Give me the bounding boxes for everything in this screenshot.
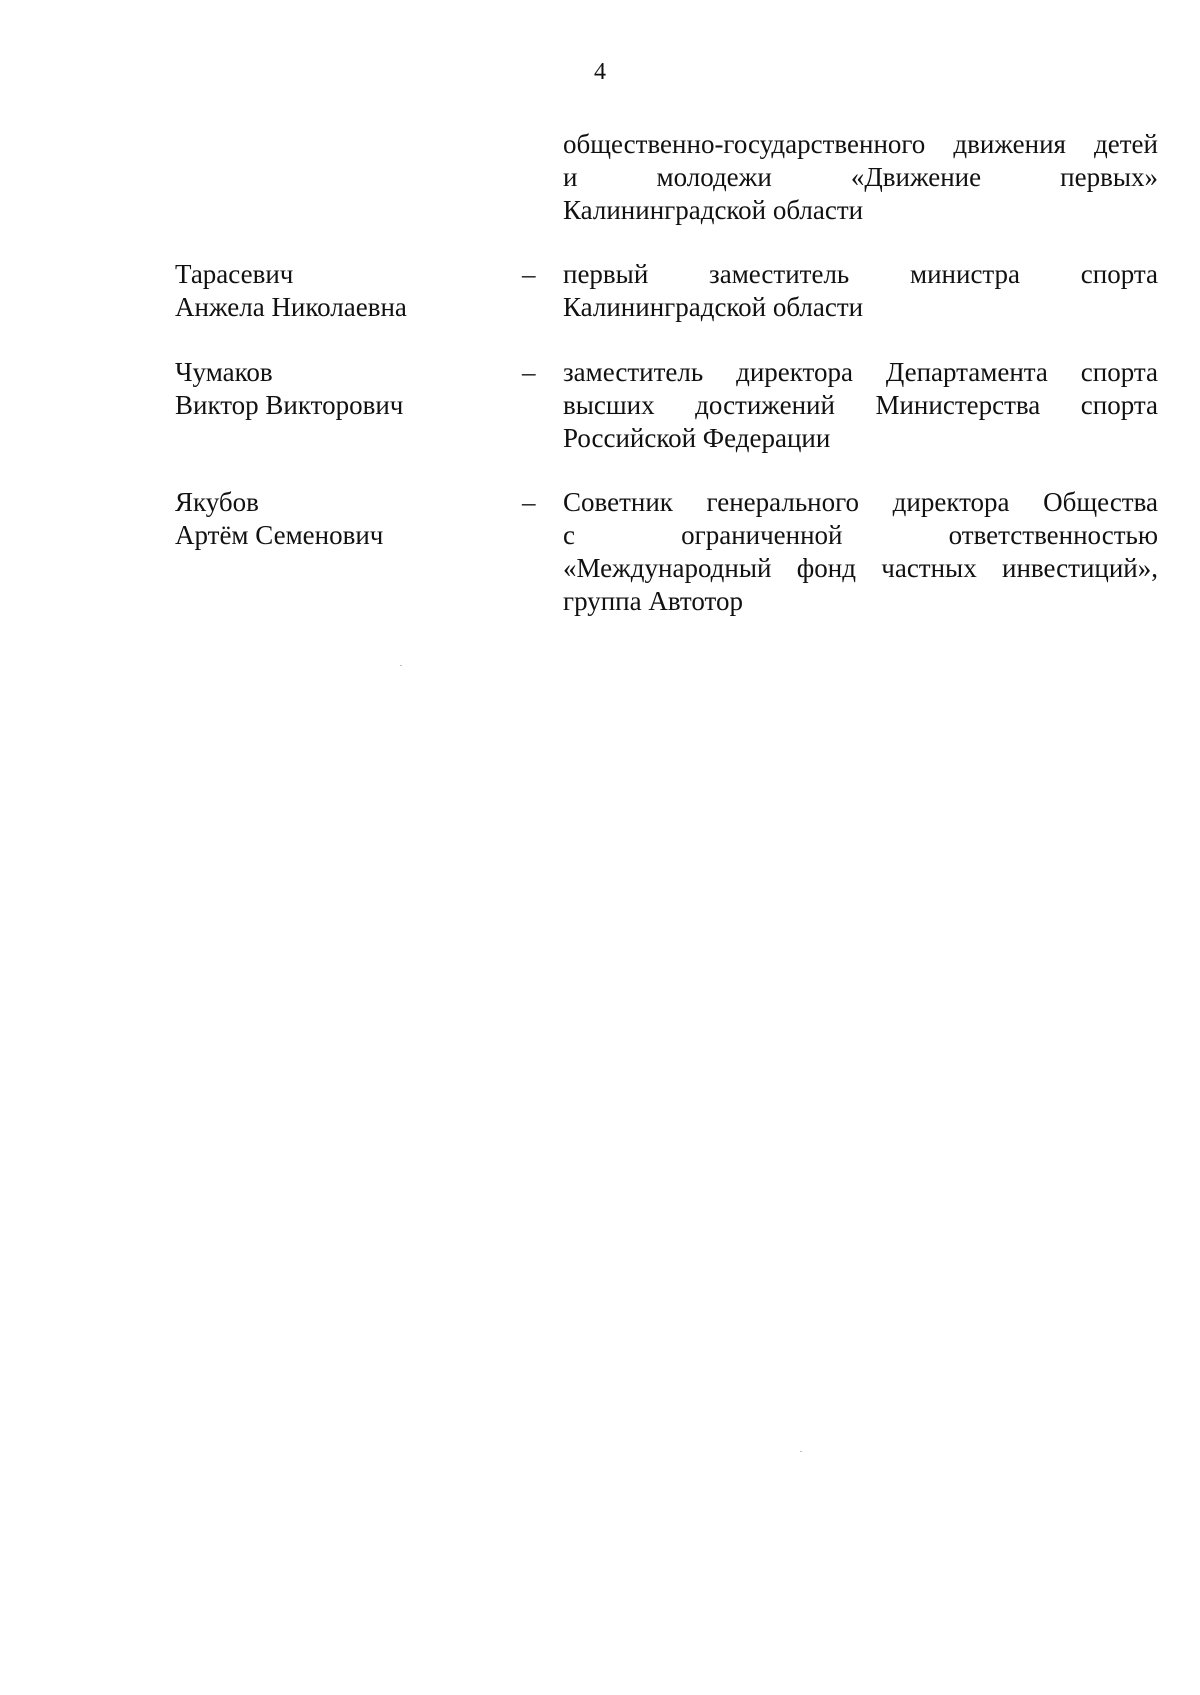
position-line: группа Автотор xyxy=(563,586,743,616)
member-surname: Тарасевич xyxy=(175,259,294,289)
scan-speck xyxy=(400,665,402,666)
member-name xyxy=(175,356,505,422)
position-line: Калининградской области xyxy=(563,292,864,322)
scan-speck xyxy=(800,1451,802,1452)
member-name xyxy=(175,486,505,552)
member-given-name: Виктор Викторович xyxy=(175,390,404,420)
position-line: «Международный фонд частных инвестиций», xyxy=(563,553,1158,583)
member-surname: Чумаков xyxy=(175,357,273,387)
member-given-name: Анжела Николаевна xyxy=(175,292,407,322)
member-given-name: Артём Семенович xyxy=(175,520,384,550)
position-line: заместитель директора Департамента спорта xyxy=(563,357,1158,387)
position-line: Советник генерального директора Общества xyxy=(563,487,1158,517)
separator-dash: – xyxy=(522,487,536,517)
member-name xyxy=(175,258,505,324)
position-line: первый заместитель министра спорта xyxy=(563,259,1158,289)
continuation-line: общественно-государственного движения детей xyxy=(563,129,1158,159)
position-line: с ограниченной ответственностью xyxy=(563,520,1158,550)
continuation-line: и молодежи «Движение первых» xyxy=(563,162,1158,192)
continuation-line: Калининградской области xyxy=(563,195,864,225)
member-surname: Якубов xyxy=(175,487,259,517)
position-line: высших достижений Министерства спорта xyxy=(563,390,1158,420)
member-position xyxy=(563,258,1158,324)
member-position xyxy=(563,486,1158,618)
separator-dash: – xyxy=(522,357,536,387)
member-position xyxy=(563,356,1158,455)
page-number: 4 xyxy=(594,59,606,85)
separator-dash: – xyxy=(522,259,536,289)
position-line: Российской Федерации xyxy=(563,423,831,453)
continuation-description xyxy=(563,128,1158,227)
